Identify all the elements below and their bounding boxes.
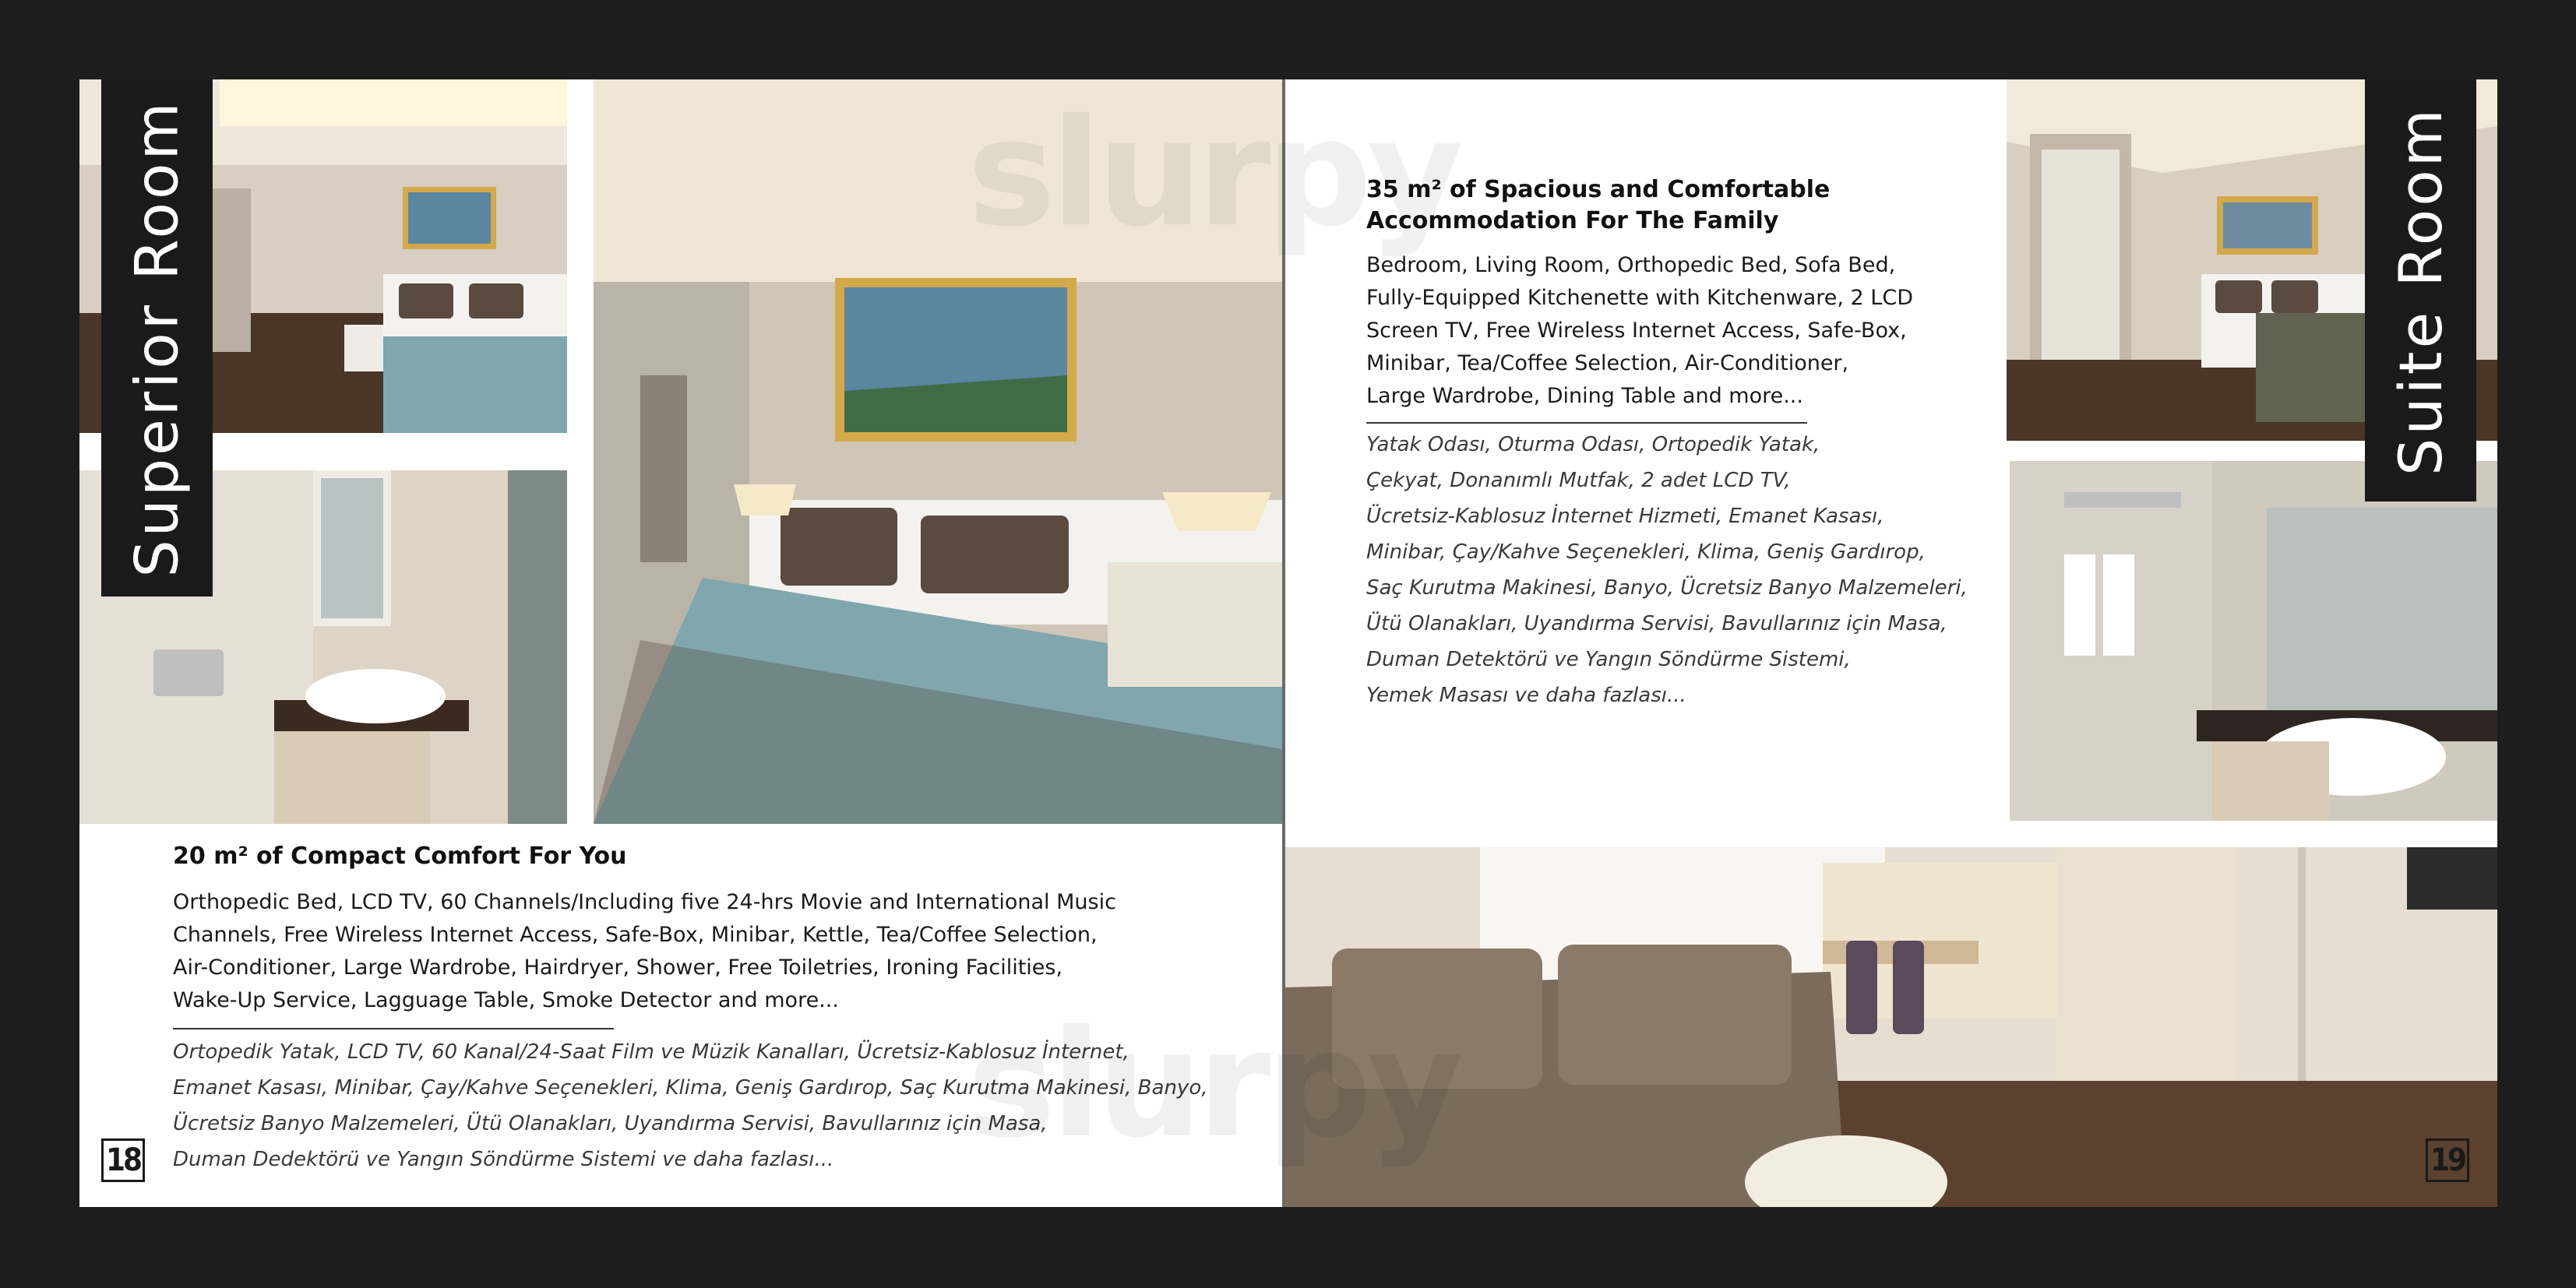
brochure-spread: [79, 79, 2497, 1207]
suite-room-turkish-line-2: Çekyat, Donanımlı Mutfak, 2 adet LCD TV,: [1366, 469, 1791, 492]
suite-room-turkish-line-4: Minibar, Çay/Kahve Seçenekleri, Klima, Geniş Gardırop,: [1366, 540, 1926, 564]
superior-room-text: [173, 841, 1248, 1177]
suite-room-english-line-3: Screen TV, Free Wireless Internet Access, Safe-Box,: [1366, 318, 1907, 343]
suite-room-turkish-line-5: Saç Kurutma Makinesi, Banyo, Ücretsiz Banyo Malzemeleri,: [1366, 576, 1968, 600]
suite-room-heading-line-2: Accommodation For The Family: [1366, 207, 1779, 234]
superior-room-english-line-3: Air-Conditioner, Large Wardrobe, Hairdryer, Shower, Free Toiletries, Ironing Facilities,: [173, 955, 1063, 980]
suite-room-english-line-5: Large Wardrobe, Dining Table and more...: [1366, 384, 1803, 408]
page-number-right: 19: [2426, 1138, 2469, 1182]
suite-room-title: [2365, 79, 2476, 501]
superior-room-title-text: Superior Room: [122, 98, 192, 578]
page-right: [1285, 79, 2497, 1207]
suite-room-turkish-line-7: Duman Detektörü ve Yangın Söndürme Sistemi,: [1366, 648, 1851, 671]
superior-room-heading: 20 m² of Compact Comfort For You: [173, 843, 627, 870]
suite-room-heading-line-1: 35 m² of Spacious and Comfortable: [1366, 176, 1831, 203]
superior-room-turkish-line-3: Ücretsiz Banyo Malzemeleri, Ütü Olanakları, Uyandırma Servisi, Bavullarınız için Masa,: [173, 1112, 1048, 1135]
suite-room-title-text: Suite Room: [2386, 105, 2456, 476]
divider-rule: [173, 1028, 614, 1029]
superior-room-turkish-line-1: Ortopedik Yatak, LCD TV, 60 Kanal/24-Saat Film ve Müzik Kanalları, Ücretsiz-Kablosuz İnternet,: [173, 1040, 1129, 1064]
superior-room-title: [101, 79, 213, 596]
page-left: [79, 79, 1282, 1207]
suite-room-turkish-line-6: Ütü Olanakları, Uyandırma Servisi, Bavullarınız için Masa,: [1366, 612, 1947, 635]
superior-room-turkish-line-2: Emanet Kasası, Minibar, Çay/Kahve Seçenekleri, Klima, Geniş Gardırop, Saç Kurutma Makinesi, Banyo,: [173, 1076, 1208, 1100]
suite-room-turkish-line-3: Ücretsiz-Kablosuz İnternet Hizmeti, Emanet Kasası,: [1366, 505, 1884, 528]
superior-room-english-line-1: Orthopedic Bed, LCD TV, 60 Channels/Including five 24-hrs Movie and International Music: [173, 890, 1116, 914]
superior-room-english-line-2: Channels, Free Wireless Internet Access, Safe-Box, Minibar, Kettle, Tea/Coffee Selection,: [173, 923, 1098, 947]
superior-room-turkish-line-4: Duman Dedektörü ve Yangın Söndürme Sistemi ve daha fazlası...: [173, 1148, 834, 1171]
suite-room-english-line-4: Minibar, Tea/Coffee Selection, Air-Conditioner,: [1366, 351, 1849, 375]
suite-room-text: [1366, 174, 1989, 713]
photo-suite-bathroom: [2010, 461, 2497, 821]
suite-room-turkish-line-1: Yatak Odası, Oturma Odası, Ortopedik Yatak,: [1366, 433, 1820, 456]
photo-suite-living-room: [1285, 847, 2497, 1207]
page-number-left: 18: [101, 1138, 145, 1182]
superior-room-english-line-4: Wake-Up Service, Lagguage Table, Smoke Detector and more...: [173, 988, 839, 1012]
suite-room-english-line-1: Bedroom, Living Room, Orthopedic Bed, Sofa Bed,: [1366, 253, 1896, 277]
photo-superior-bedroom-large: [594, 79, 1282, 824]
suite-room-english-line-2: Fully-Equipped Kitchenette with Kitchenware, 2 LCD: [1366, 286, 1913, 310]
divider-rule: [1366, 422, 1807, 424]
suite-room-turkish-line-8: Yemek Masası ve daha fazlası...: [1366, 684, 1686, 707]
